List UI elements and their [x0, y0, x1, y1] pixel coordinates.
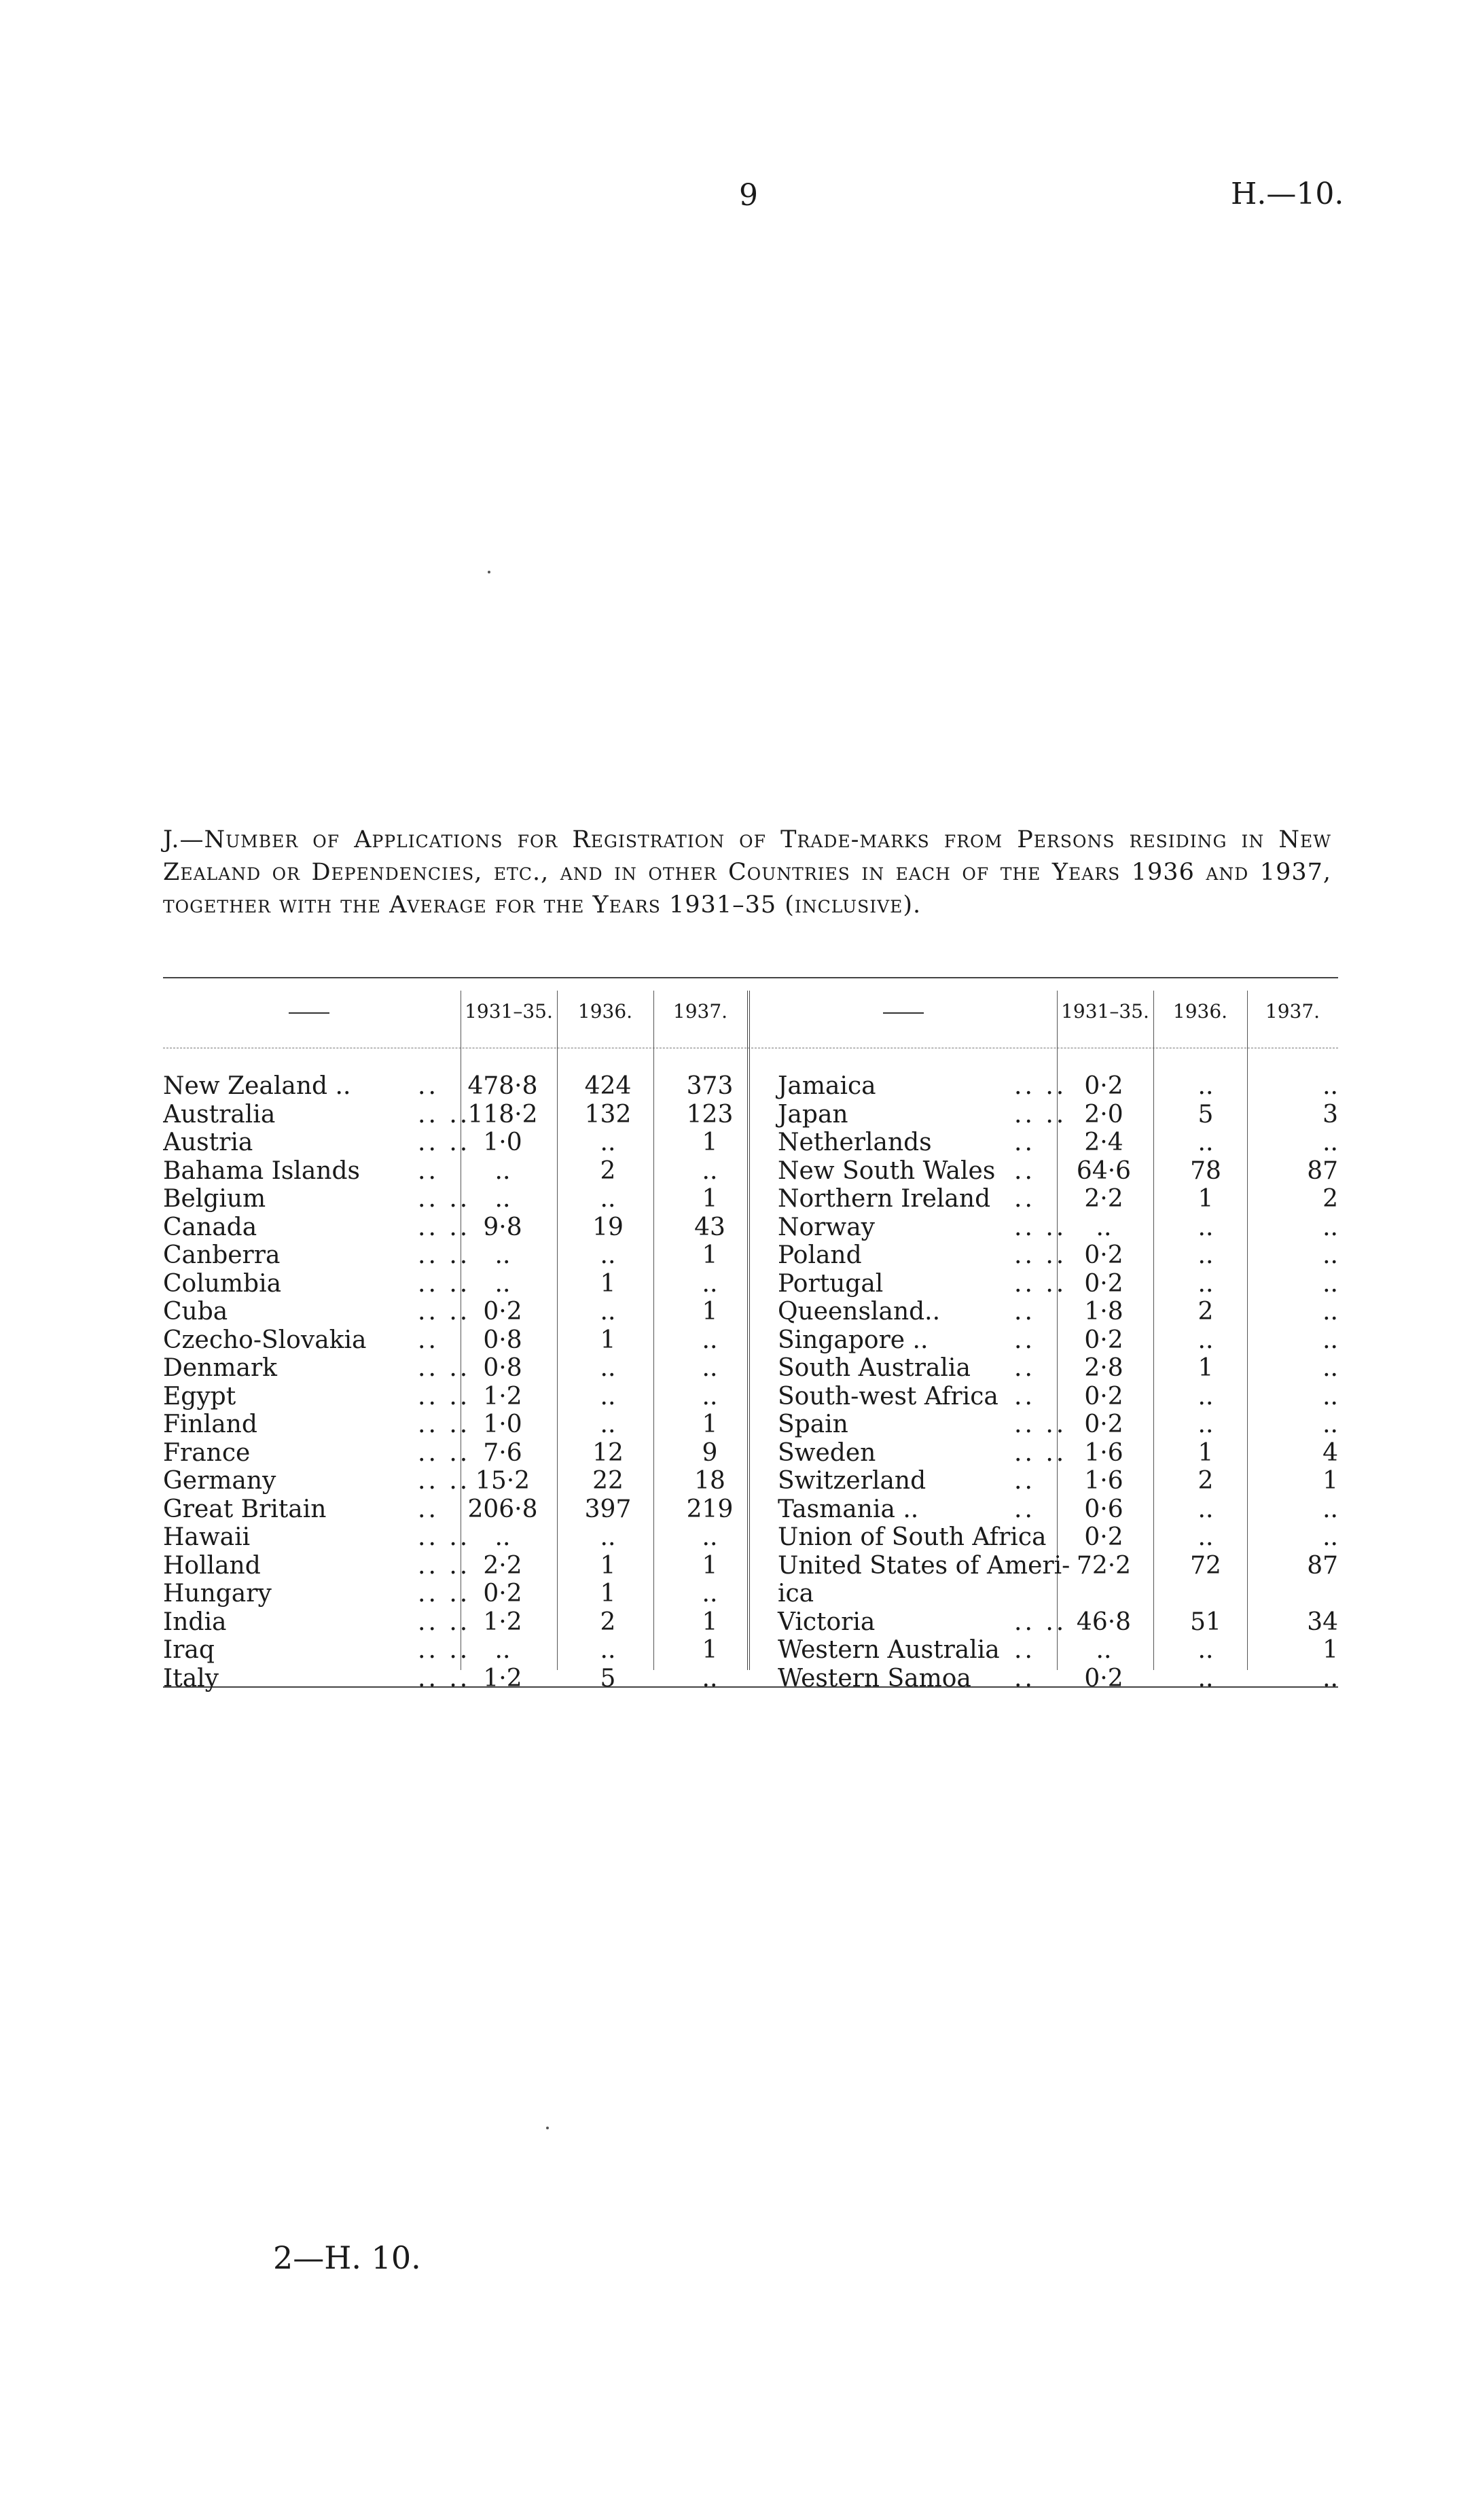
country-name: Western Samoa — [778, 1664, 971, 1692]
value-1931-35: 1·0 — [483, 1410, 522, 1438]
country-name: Belgium — [163, 1185, 266, 1213]
country-name: Victoria — [778, 1608, 876, 1636]
value-1936: .. — [600, 1354, 616, 1382]
value-1937: 87 — [1307, 1551, 1338, 1580]
value-1937: 87 — [1307, 1156, 1338, 1185]
value-1937: .. — [702, 1156, 718, 1185]
leader-dots: .. .. — [418, 1608, 471, 1636]
value-1937: 219 — [686, 1495, 734, 1523]
leader-dots: .. — [1014, 1636, 1035, 1664]
value-1931-35: 0·2 — [483, 1580, 522, 1608]
country-name: Union of South Africa — [778, 1523, 1047, 1551]
value-1937: .. — [1322, 1664, 1338, 1692]
leader-dots: .. .. — [1014, 1072, 1067, 1100]
table-row — [163, 1185, 1338, 1213]
value-1937: .. — [1322, 1326, 1338, 1354]
value-1937: .. — [702, 1382, 718, 1410]
leader-dots: .. — [1014, 1467, 1035, 1495]
value-1931-35: 1·2 — [483, 1608, 522, 1636]
country-name: Columbia — [163, 1269, 282, 1298]
leader-dots: .. .. — [1014, 1241, 1067, 1269]
leader-dots: .. .. — [418, 1580, 471, 1608]
value-1937: 1 — [702, 1410, 718, 1438]
leader-dots: .. — [418, 1495, 439, 1523]
leader-dots: .. .. — [1014, 1410, 1067, 1438]
value-1937: .. — [1322, 1241, 1338, 1269]
value-1931-35: 46·8 — [1076, 1608, 1132, 1636]
value-1937: .. — [1322, 1298, 1338, 1326]
value-1931-35: 0·2 — [1084, 1326, 1123, 1354]
leader-dots: .. .. — [418, 1269, 471, 1298]
table-row — [163, 1410, 1338, 1439]
leader-dots: .. — [1014, 1185, 1035, 1213]
value-1936: .. — [600, 1241, 616, 1269]
table-row — [163, 1241, 1338, 1270]
country-name: New South Wales — [778, 1156, 996, 1185]
table-row — [163, 1072, 1338, 1101]
value-1931-35: .. — [494, 1241, 511, 1269]
country-name: Poland — [778, 1241, 862, 1269]
value-1936: 1 — [600, 1580, 616, 1608]
table-row — [163, 1213, 1338, 1242]
value-1931-35: .. — [494, 1523, 511, 1551]
value-1937: 373 — [686, 1072, 734, 1100]
value-1937: 123 — [686, 1100, 734, 1129]
value-1936: 2 — [600, 1608, 616, 1636]
value-1936: .. — [1198, 1382, 1214, 1410]
value-1937: .. — [1322, 1213, 1338, 1241]
country-name: New Zealand .. — [163, 1072, 351, 1100]
leader-dots: .. — [1014, 1495, 1035, 1523]
leader-dots: .. — [418, 1156, 439, 1185]
header-dash-right — [750, 1000, 1057, 1023]
country-name: France — [163, 1438, 251, 1467]
leader-dots: .. .. — [418, 1467, 471, 1495]
table-row — [163, 1580, 1338, 1608]
value-1931-35: 2·4 — [1084, 1129, 1123, 1156]
country-name: Sweden — [778, 1438, 876, 1467]
country-name: Western Australia — [778, 1636, 1000, 1664]
country-name: Hawaii — [163, 1523, 251, 1551]
leader-dots: .. — [1014, 1664, 1035, 1692]
country-name: Portugal — [778, 1269, 884, 1298]
value-1936: 1 — [600, 1551, 616, 1580]
country-name: Canada — [163, 1213, 257, 1241]
value-1937: 43 — [694, 1213, 725, 1241]
value-1937: 1 — [702, 1129, 718, 1156]
value-1931-35: 478·8 — [467, 1072, 538, 1100]
value-1931-35: .. — [1096, 1213, 1112, 1241]
value-1937: .. — [702, 1269, 718, 1298]
country-name: Australia — [163, 1100, 276, 1129]
country-name: Canberra — [163, 1241, 281, 1269]
header-1931-35-left: 1931–35. — [465, 1000, 553, 1023]
country-name: United States of Ameri- — [778, 1551, 1070, 1580]
table-row — [163, 1326, 1338, 1355]
country-name: Holland — [163, 1551, 261, 1580]
value-1936: 1 — [600, 1326, 616, 1354]
leader-dots: .. .. — [418, 1523, 471, 1551]
value-1936: 1 — [1198, 1354, 1214, 1382]
table-row — [163, 1129, 1338, 1157]
table-row — [163, 1383, 1338, 1411]
country-name: India — [163, 1608, 227, 1636]
table-row — [163, 1608, 1338, 1637]
country-name: Finland — [163, 1410, 257, 1438]
value-1936: .. — [1198, 1495, 1214, 1523]
value-1936: .. — [1198, 1269, 1214, 1298]
value-1937: 1 — [702, 1185, 718, 1213]
value-1931-35: 0·2 — [1084, 1410, 1123, 1438]
leader-dots: .. .. — [1014, 1608, 1067, 1636]
leader-dots: .. .. — [418, 1213, 471, 1241]
value-1936: 5 — [600, 1664, 616, 1692]
leader-dots: .. — [418, 1326, 439, 1354]
value-1936: 12 — [592, 1438, 624, 1467]
value-1937: .. — [1322, 1269, 1338, 1298]
leader-dots: .. — [1014, 1354, 1035, 1382]
leader-dots: .. — [1014, 1156, 1035, 1185]
value-1936: .. — [1198, 1213, 1214, 1241]
value-1936: .. — [1198, 1523, 1214, 1551]
value-1937: .. — [702, 1664, 718, 1692]
leader-dots: .. .. — [1014, 1438, 1067, 1467]
leader-dots: .. — [1014, 1129, 1035, 1156]
value-1931-35: 7·6 — [483, 1438, 522, 1467]
value-1931-35: 1·0 — [483, 1129, 522, 1156]
value-1936: 132 — [584, 1100, 632, 1129]
country-name: Tasmania .. — [778, 1495, 919, 1523]
value-1931-35: 0·2 — [1084, 1523, 1123, 1551]
value-1931-35: 1·2 — [483, 1664, 522, 1692]
value-1931-35: 1·8 — [1084, 1298, 1123, 1326]
value-1936: 72 — [1190, 1551, 1221, 1580]
country-name: Cuba — [163, 1298, 228, 1326]
footer-code: 2—H. 10. — [273, 2239, 421, 2276]
table-row — [163, 1523, 1338, 1552]
table-row — [163, 1157, 1338, 1186]
leader-dots: .. .. — [1014, 1100, 1067, 1129]
print-speck — [488, 571, 490, 573]
value-1937: 1 — [702, 1636, 718, 1664]
value-1937: .. — [702, 1580, 718, 1608]
value-1937: .. — [1322, 1523, 1338, 1551]
value-1931-35: 0·8 — [483, 1326, 522, 1354]
value-1931-35: 0·2 — [1084, 1382, 1123, 1410]
leader-dots: .. .. — [418, 1298, 471, 1326]
leader-dots: .. .. — [418, 1100, 471, 1129]
table-row — [163, 1439, 1338, 1468]
value-1931-35: 64·6 — [1076, 1156, 1132, 1185]
table-row — [163, 1270, 1338, 1298]
value-1936: 1 — [600, 1269, 616, 1298]
header-1937-right: 1937. — [1265, 1000, 1320, 1023]
value-1931-35: 118·2 — [467, 1100, 538, 1129]
value-1931-35: 0·2 — [1084, 1072, 1123, 1100]
value-1936: 5 — [1198, 1100, 1214, 1129]
value-1936: .. — [1198, 1241, 1214, 1269]
header-1931-35-right: 1931–35. — [1061, 1000, 1149, 1023]
leader-dots: .. .. — [418, 1129, 471, 1156]
value-1936: .. — [1198, 1636, 1214, 1664]
value-1931-35: .. — [494, 1185, 511, 1213]
value-1931-35: 72·2 — [1076, 1551, 1132, 1580]
value-1937: 1 — [702, 1241, 718, 1269]
value-1937: 18 — [694, 1467, 725, 1495]
country-name: Germany — [163, 1467, 276, 1495]
value-1936: .. — [1198, 1664, 1214, 1692]
leader-dots: .. .. — [418, 1551, 471, 1580]
header-1936-right: 1936. — [1172, 1000, 1228, 1023]
value-1937: 34 — [1307, 1608, 1338, 1636]
header-1936-left: 1936. — [577, 1000, 633, 1023]
value-1931-35: .. — [494, 1156, 511, 1185]
table-top-rule — [163, 977, 1338, 978]
value-1931-35: 0·2 — [483, 1298, 522, 1326]
value-1931-35: 2·8 — [1084, 1354, 1123, 1382]
value-1931-35: 2·2 — [483, 1551, 522, 1580]
country-name: Jamaica — [778, 1072, 876, 1100]
value-1937: 2 — [1322, 1185, 1338, 1213]
value-1936: .. — [1198, 1410, 1214, 1438]
value-1931-35: 15·2 — [475, 1467, 530, 1495]
table-caption: J.—Number of Applications for Registration of Trade-marks from Persons residing in New Zealand or Dependencies, etc., and in other Countries in each of the Years 1936 and 1937, together with the Average for the Years 1931–35 (inclusive). — [163, 826, 1331, 919]
value-1931-35: 1·6 — [1084, 1467, 1123, 1495]
value-1937: 1 — [1322, 1636, 1338, 1664]
value-1936: .. — [600, 1636, 616, 1664]
country-name: Netherlands — [778, 1129, 932, 1156]
leader-dots: .. .. — [418, 1438, 471, 1467]
value-1931-35: 2·2 — [1084, 1185, 1123, 1213]
country-name: Queensland.. — [778, 1298, 941, 1326]
value-1937: .. — [1322, 1382, 1338, 1410]
country-name: Bahama Islands — [163, 1156, 360, 1185]
value-1931-35: 1·6 — [1084, 1438, 1123, 1467]
value-1936: .. — [600, 1382, 616, 1410]
value-1931-35: .. — [1096, 1636, 1112, 1664]
country-name: Austria — [163, 1129, 253, 1156]
country-name: Spain — [778, 1410, 848, 1438]
value-1937: .. — [1322, 1410, 1338, 1438]
value-1931-35: .. — [494, 1269, 511, 1298]
country-name: South-west Africa — [778, 1382, 998, 1410]
value-1936: .. — [1198, 1326, 1214, 1354]
country-name: Singapore .. — [778, 1326, 929, 1354]
leader-dots: .. .. — [1014, 1269, 1067, 1298]
value-1937: 9 — [702, 1438, 718, 1467]
value-1937: .. — [702, 1326, 718, 1354]
leader-dots: .. .. — [418, 1410, 471, 1438]
value-1936: 2 — [600, 1156, 616, 1185]
leader-dots: .. .. — [418, 1636, 471, 1664]
value-1937: .. — [702, 1523, 718, 1551]
value-1937: 1 — [1322, 1467, 1338, 1495]
country-name: Denmark — [163, 1354, 277, 1382]
value-1937: .. — [1322, 1495, 1338, 1523]
value-1937: 1 — [702, 1298, 718, 1326]
country-name: Italy — [163, 1664, 219, 1692]
header-1937-left: 1937. — [672, 1000, 728, 1023]
value-1937: .. — [702, 1354, 718, 1382]
value-1936: 1 — [1198, 1438, 1214, 1467]
value-1936: 78 — [1190, 1156, 1221, 1185]
table-row — [163, 1552, 1338, 1580]
value-1937: .. — [1322, 1129, 1338, 1156]
leader-dots: .. — [418, 1072, 439, 1100]
value-1936: .. — [600, 1523, 616, 1551]
value-1937: 1 — [702, 1608, 718, 1636]
table-row — [163, 1665, 1338, 1693]
country-name: Japan — [778, 1100, 848, 1129]
value-1936: .. — [600, 1410, 616, 1438]
country-name: Switzerland — [778, 1467, 926, 1495]
value-1936: 2 — [1198, 1298, 1214, 1326]
value-1936: .. — [600, 1185, 616, 1213]
value-1937: 3 — [1322, 1100, 1338, 1129]
value-1936: 424 — [584, 1072, 632, 1100]
leader-dots: .. .. — [418, 1185, 471, 1213]
country-name: Czecho-Slovakia — [163, 1326, 367, 1354]
value-1931-35: 206·8 — [467, 1495, 538, 1523]
country-name: Great Britain — [163, 1495, 327, 1523]
value-1931-35: 2·0 — [1084, 1100, 1123, 1129]
value-1936: 51 — [1190, 1608, 1221, 1636]
country-name: South Australia — [778, 1354, 971, 1382]
value-1931-35: 0·2 — [1084, 1241, 1123, 1269]
table-row — [163, 1467, 1338, 1495]
value-1936: 19 — [592, 1213, 624, 1241]
value-1931-35: 0·6 — [1084, 1495, 1123, 1523]
table-row — [163, 1495, 1338, 1524]
value-1937: .. — [1322, 1354, 1338, 1382]
country-name: Northern Ireland — [778, 1185, 991, 1213]
value-1936: .. — [1198, 1072, 1214, 1100]
leader-dots: .. .. — [418, 1382, 471, 1410]
leader-dots: .. — [1014, 1326, 1035, 1354]
value-1931-35: 0·2 — [1084, 1664, 1123, 1692]
leader-dots: .. .. — [418, 1664, 471, 1692]
value-1936: 397 — [584, 1495, 632, 1523]
leader-dots: .. — [1014, 1298, 1035, 1326]
document-code: H.—10. — [1231, 177, 1344, 211]
value-1931-35: 0·2 — [1084, 1269, 1123, 1298]
leader-dots: .. .. — [418, 1354, 471, 1382]
country-name: Hungary — [163, 1580, 272, 1608]
table-row — [163, 1101, 1338, 1129]
table-row — [163, 1354, 1338, 1383]
value-1936: 2 — [1198, 1467, 1214, 1495]
country-name: ica — [778, 1580, 814, 1608]
value-1936: .. — [600, 1298, 616, 1326]
table-row — [163, 1298, 1338, 1326]
value-1937: .. — [1322, 1072, 1338, 1100]
value-1931-35: 9·8 — [483, 1213, 522, 1241]
value-1936: 22 — [592, 1467, 624, 1495]
value-1936: .. — [600, 1129, 616, 1156]
header-dash-left — [163, 1000, 455, 1023]
page-number: 9 — [739, 178, 758, 213]
value-1931-35: 1·2 — [483, 1382, 522, 1410]
value-1937: 1 — [702, 1551, 718, 1580]
value-1936: 1 — [1198, 1185, 1214, 1213]
value-1937: 4 — [1322, 1438, 1338, 1467]
country-name: Iraq — [163, 1636, 215, 1664]
leader-dots: .. .. — [1014, 1213, 1067, 1241]
table-row — [163, 1636, 1338, 1665]
print-speck — [546, 2127, 549, 2129]
value-1931-35: .. — [494, 1636, 511, 1664]
leader-dots: .. .. — [418, 1241, 471, 1269]
value-1936: .. — [1198, 1129, 1214, 1156]
country-name: Norway — [778, 1213, 875, 1241]
leader-dots: .. — [1014, 1382, 1035, 1410]
value-1931-35: 0·8 — [483, 1354, 522, 1382]
country-name: Egypt — [163, 1382, 236, 1410]
